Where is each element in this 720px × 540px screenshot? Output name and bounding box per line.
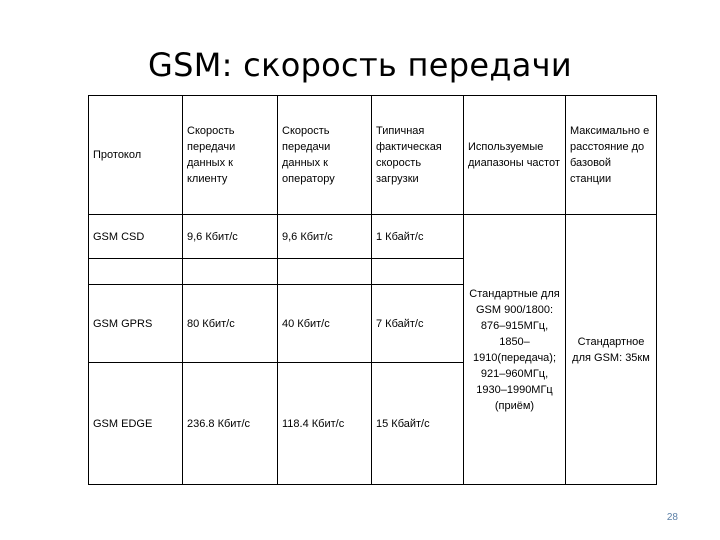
- table-header-row: [89, 96, 657, 215]
- header-typical-speed: Типичная фактическая скорость загрузки: [372, 96, 464, 215]
- cell-typical-speed: 1 Кбайт/с: [372, 215, 464, 259]
- table-row: [89, 215, 657, 259]
- cell-protocol: GSM GPRS: [89, 285, 183, 363]
- cell-typical-speed: 15 Кбайт/с: [372, 363, 464, 485]
- cell-client-speed: 236.8 Кбит/с: [183, 363, 278, 485]
- header-client-speed: Скорость передачи данных к клиенту: [183, 96, 278, 215]
- slide-title: GSM: скорость передачи: [148, 46, 572, 84]
- cell-operator-speed: 118.4 Кбит/с: [278, 363, 372, 485]
- cell-client-speed: 80 Кбит/с: [183, 285, 278, 363]
- cell-protocol: GSM EDGE: [89, 363, 183, 485]
- cell-typical-speed: 7 Кбайт/с: [372, 285, 464, 363]
- gsm-speed-table: [88, 95, 657, 485]
- cell-client-speed: 9,6 Кбит/с: [183, 215, 278, 259]
- cell-operator-speed: 9,6 Кбит/с: [278, 215, 372, 259]
- header-frequencies: Используемые диапазоны частот: [464, 96, 566, 215]
- cell-client-speed: [183, 259, 278, 285]
- cell-protocol: GSM CSD: [89, 215, 183, 259]
- cell-max-distance-merged: Стандартное для GSM: 35км: [566, 215, 657, 485]
- header-protocol: Протокол: [89, 96, 183, 215]
- page-number: 28: [666, 512, 678, 523]
- cell-frequencies-merged: Стандартные для GSM 900/1800: 876–915МГц, 1850–1910(передача); 921–960МГц, 1930–1990МГц (приём): [464, 215, 566, 485]
- header-max-distance: Максимально е расстояние до базовой станции: [566, 96, 657, 215]
- cell-operator-speed: [278, 259, 372, 285]
- cell-operator-speed: 40 Кбит/с: [278, 285, 372, 363]
- cell-typical-speed: [372, 259, 464, 285]
- cell-protocol: [89, 259, 183, 285]
- header-operator-speed: Скорость передачи данных к оператору: [278, 96, 372, 215]
